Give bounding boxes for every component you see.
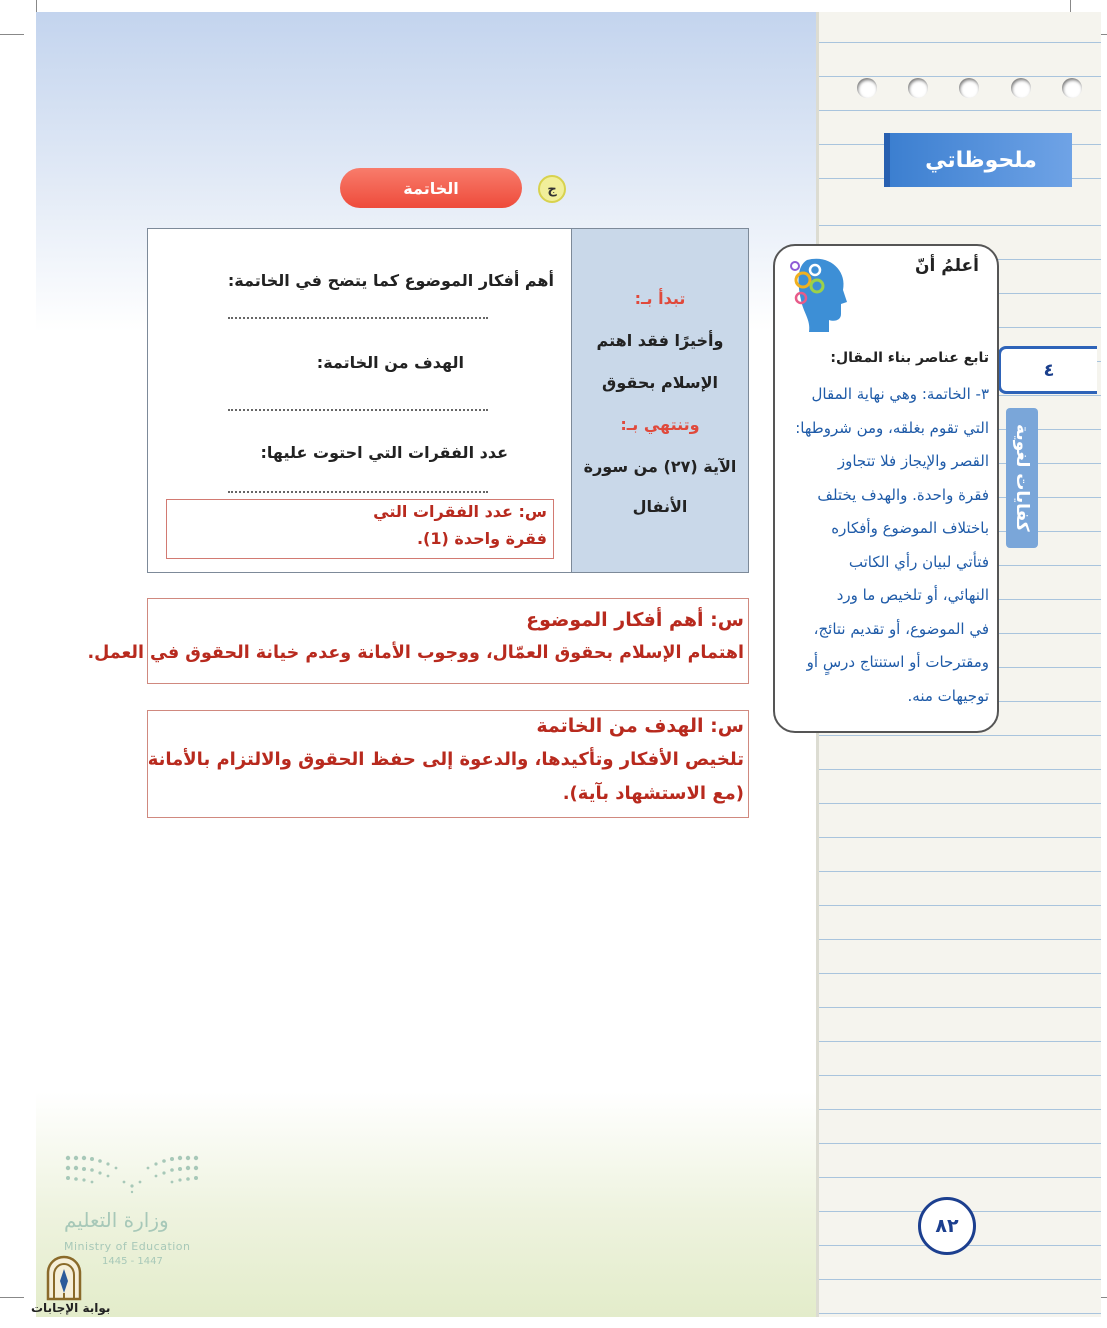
know-box-body — [781, 378, 989, 713]
thinking-head-icon — [789, 252, 849, 332]
page-number: ٨٢ — [918, 1197, 976, 1255]
know-line: فقرة واحدة. والهدف يختلف — [817, 485, 989, 504]
answer-question: س: عدد الفقرات التي — [373, 502, 547, 521]
answers-portal-label: بوابة الإجابات — [31, 1301, 111, 1315]
crop-mark — [0, 1297, 24, 1298]
answers-portal-logo-icon — [44, 1255, 84, 1301]
binder-hole-icon — [1062, 78, 1082, 98]
table-right-column — [571, 229, 748, 572]
starts-label: تبدأ بـ: — [634, 289, 686, 308]
rule-number-badge: ٤ — [998, 346, 1097, 394]
answer-text: (مع الاستشهاد بآية). — [562, 783, 744, 804]
starts-text: وأخيرًا فقد اهتم — [596, 331, 724, 350]
ideas-answer-box — [87, 598, 749, 684]
ends-text: الآية (٢٧) من سورة — [583, 457, 737, 476]
crop-mark — [36, 0, 37, 12]
know-line: التي تقوم بغلقه، ومن شروطها: — [795, 418, 989, 437]
conclusion-table — [147, 228, 749, 573]
know-line: توجيهات منه. — [907, 686, 989, 705]
question-ideas: أهم أفكار الموضوع كما يتضح في الخاتمة: — [227, 271, 554, 290]
notes-tab: ملحوظاتي — [884, 133, 1072, 187]
know-line: النهائي، أو تلخيص ما ورد — [836, 586, 989, 604]
binder-hole-icon — [959, 78, 979, 98]
goal-answer-box — [147, 710, 749, 818]
question-goal: الهدف من الخاتمة: — [316, 353, 464, 372]
section-title-pill: الخاتمة — [340, 168, 522, 208]
starts-text: الإسلام بحقوق — [602, 373, 718, 392]
know-line: فتأتي لبيان رأي الكاتب — [848, 552, 989, 571]
did-you-know-box — [773, 244, 999, 733]
answer-question: س: أهم أفكار الموضوع — [526, 609, 744, 631]
question-paragraphs: عدد الفقرات التي احتوت عليها: — [260, 443, 508, 462]
know-line: في الموضوع، أو تقديم نتائج، — [813, 619, 989, 638]
answer-line[interactable] — [228, 491, 488, 493]
know-box-subtitle: تابع عناصر بناء المقال: — [830, 350, 989, 366]
answer-text: فقرة واحدة (1). — [416, 529, 547, 548]
answer-line[interactable] — [228, 317, 488, 319]
answer-line[interactable] — [228, 409, 488, 411]
crop-mark — [0, 34, 24, 35]
table-left-column — [148, 229, 570, 572]
know-line: ٣- الخاتمة: وهي نهاية المقال — [811, 385, 989, 403]
ministry-name-en: Ministry of Education — [64, 1240, 191, 1253]
section-letter-badge: ج — [538, 175, 566, 203]
binder-hole-icon — [1011, 78, 1031, 98]
binder-hole-icon — [908, 78, 928, 98]
answer-question: س: الهدف من الخاتمة — [536, 715, 744, 737]
know-line: القصر والإيجاز فلا تتجاوز — [837, 452, 989, 470]
know-line: باختلاف الموضوع وأفكاره — [831, 519, 989, 537]
ministry-logo-icon — [64, 1152, 200, 1196]
side-vertical-label: كفايات لغوية — [1006, 408, 1038, 548]
answer-text: تلخيص الأفكار وتأكيدها، والدعوة إلى حفظ الحقوق والالتزام بالأمانة — [147, 749, 744, 770]
ends-text: الأنفال — [632, 497, 688, 516]
ends-label: وتنتهي بـ: — [620, 415, 700, 434]
binder-hole-icon — [857, 78, 877, 98]
paragraph-count-answer — [166, 499, 554, 559]
answer-text: اهتمام الإسلام بحقوق العمّال، ووجوب الأمانة وعدم خيانة الحقوق في العمل. — [87, 643, 744, 663]
ministry-name-ar: وزارة التعليم — [64, 1208, 169, 1232]
ministry-year: 1445 - 1447 — [102, 1256, 163, 1267]
know-box-title: أعلمُ أنّ — [915, 256, 979, 276]
know-line: ومقترحات أو استنتاج درسٍ أو — [806, 653, 989, 671]
